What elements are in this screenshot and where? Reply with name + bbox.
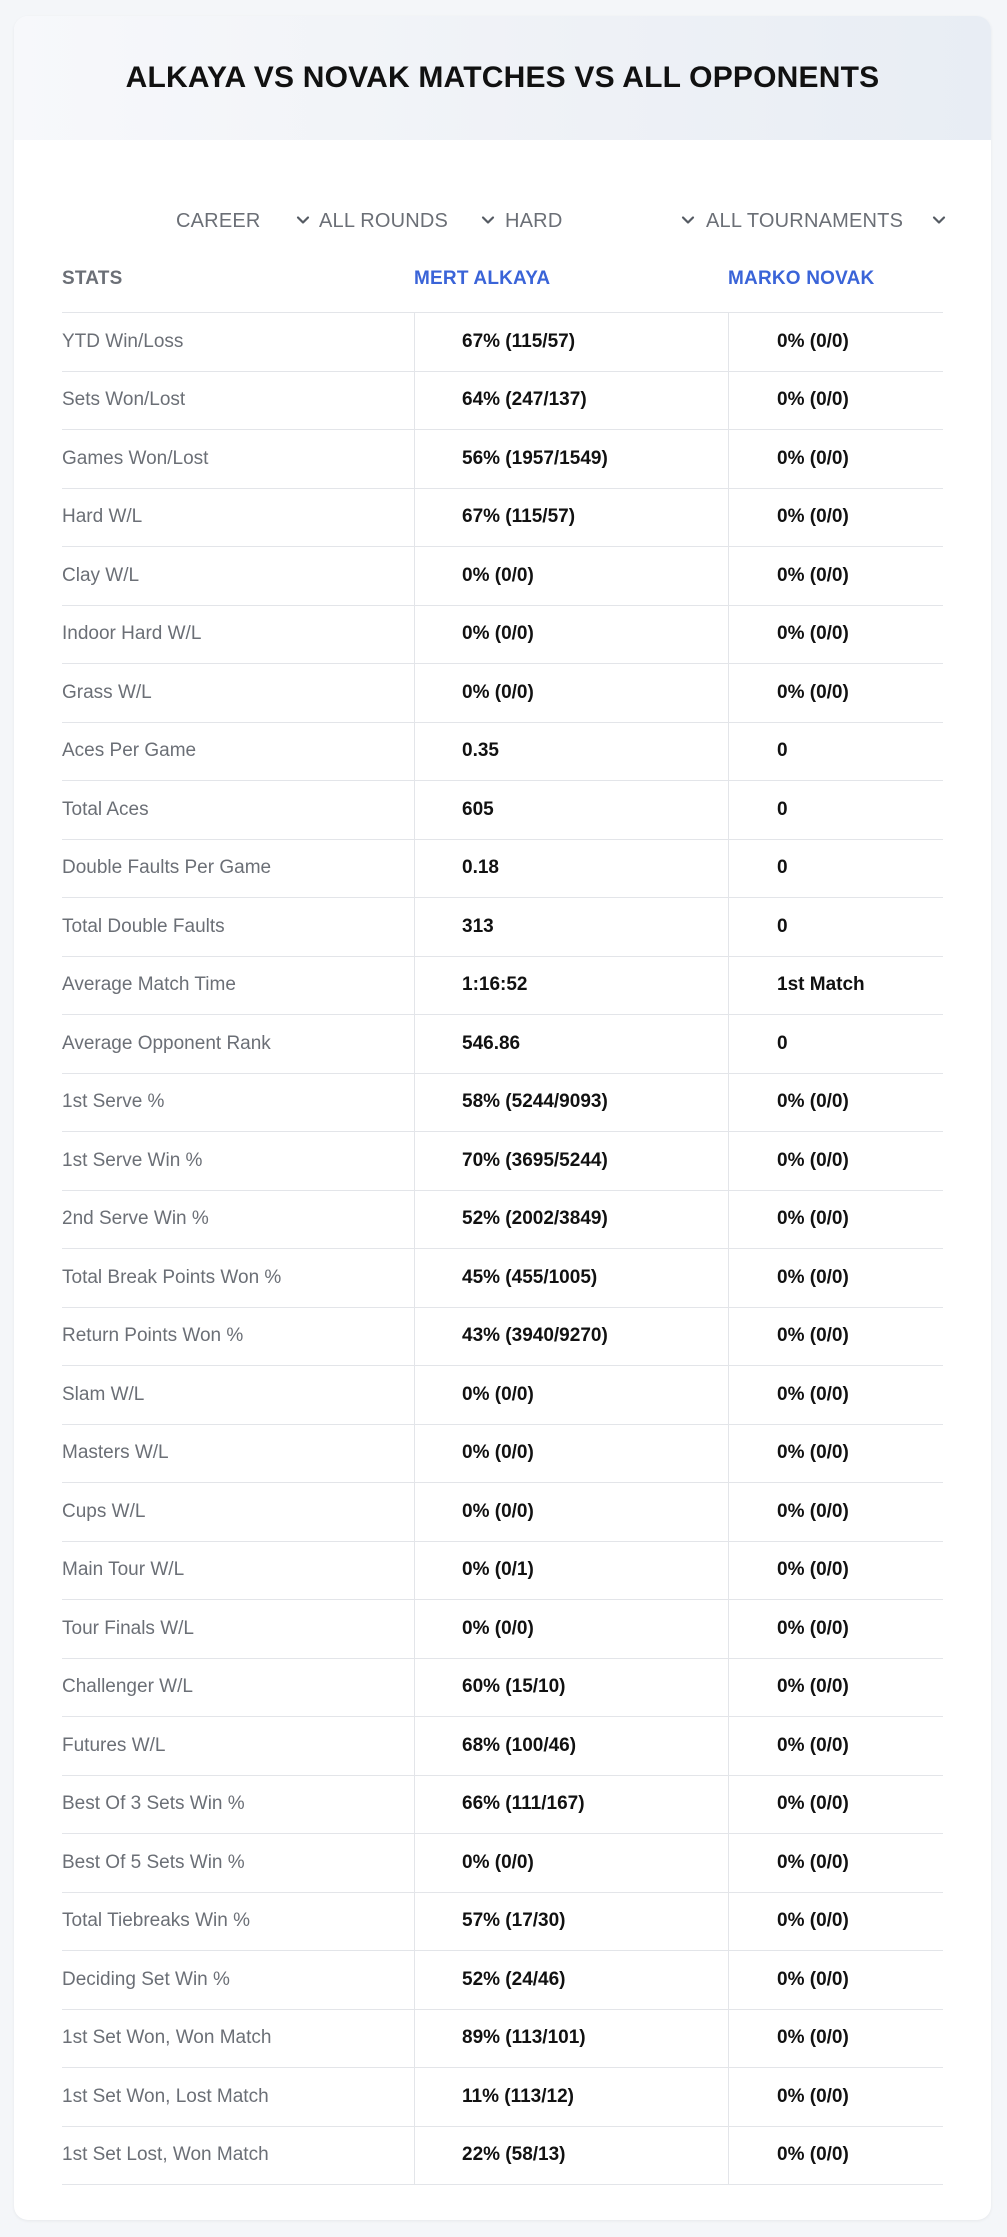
player1-value: 0% (0/0) (462, 564, 534, 586)
stat-label: Best Of 3 Sets Win % (62, 1793, 245, 1815)
player2-value: 0% (0/0) (777, 1910, 849, 1932)
player2-value: 0% (0/0) (777, 1617, 849, 1639)
player1-value: 52% (2002/3849) (462, 1208, 608, 1230)
table-row (62, 1366, 943, 1425)
table-row (62, 664, 943, 723)
stat-label: 1st Serve Win % (62, 1149, 203, 1171)
player1-value: 0.35 (462, 740, 499, 762)
player2-value: 0% (0/0) (777, 1149, 849, 1171)
table-row (62, 1249, 943, 1308)
chevron-down-icon (479, 211, 497, 229)
stats-card (14, 16, 991, 2220)
player2-value: 0% (0/0) (777, 1091, 849, 1113)
player2-value: 0% (0/0) (777, 1851, 849, 1873)
filter-tournaments-select[interactable] (706, 184, 946, 258)
stat-label: Return Points Won % (62, 1325, 244, 1347)
player2-value: 1st Match (777, 974, 865, 996)
page-title: ALKAYA VS NOVAK MATCHES VS ALL OPPONENTS (125, 61, 880, 94)
chevron-down-icon (294, 211, 312, 229)
player1-value: 89% (113/101) (462, 2027, 586, 2049)
player2-value: 0% (0/0) (777, 389, 849, 411)
table-row (62, 547, 943, 606)
player1-value: 64% (247/137) (462, 389, 587, 411)
table-row (62, 723, 943, 782)
player1-value: 70% (3695/5244) (462, 1149, 608, 1171)
player1-value: 313 (462, 915, 494, 937)
player1-value: 58% (5244/9093) (462, 1091, 608, 1113)
stat-label: Best Of 5 Sets Win % (62, 1851, 245, 1873)
player2-value: 0% (0/0) (777, 623, 849, 645)
stat-label: Total Break Points Won % (62, 1266, 282, 1288)
table-row (62, 2127, 943, 2186)
table-row (62, 1074, 943, 1133)
table-row (62, 1776, 943, 1835)
table-row (62, 372, 943, 431)
filter-rounds-label: ALL ROUNDS (319, 209, 449, 232)
stat-label: Games Won/Lost (62, 447, 209, 469)
stat-label: Total Double Faults (62, 915, 225, 937)
player2-value: 0% (0/0) (777, 1442, 849, 1464)
player1-value: 66% (111/167) (462, 1793, 585, 1815)
table-row (62, 1425, 943, 1484)
stat-label: Indoor Hard W/L (62, 623, 202, 645)
stat-label: Total Aces (62, 798, 149, 820)
column-header-player1[interactable]: MERT ALKAYA (414, 268, 551, 289)
card-header (14, 16, 991, 140)
player1-value: 67% (115/57) (462, 330, 576, 352)
table-row (62, 1483, 943, 1542)
player1-value: 546.86 (462, 1032, 521, 1054)
player1-value: 57% (17/30) (462, 1910, 566, 1932)
player2-value: 0% (0/0) (777, 1676, 849, 1698)
player1-value: 0% (0/0) (462, 1617, 534, 1639)
player1-value: 22% (58/13) (462, 2144, 566, 2166)
player2-value: 0 (777, 857, 788, 879)
table-row (62, 898, 943, 957)
player1-value: 0% (0/0) (462, 1851, 534, 1873)
stat-label: Aces Per Game (62, 740, 197, 762)
player1-value: 0% (0/0) (462, 1500, 534, 1522)
player2-value: 0% (0/0) (777, 681, 849, 703)
table-row (62, 489, 943, 548)
player1-value: 43% (3940/9270) (462, 1325, 608, 1347)
player1-value: 1:16:52 (462, 974, 528, 996)
player2-value: 0% (0/0) (777, 1266, 849, 1288)
player2-value: 0 (777, 1032, 788, 1054)
filter-bar (14, 184, 991, 258)
stat-label: Average Match Time (62, 974, 236, 996)
filter-tournaments-label: ALL TOURNAMENTS (706, 209, 904, 232)
stat-label: Masters W/L (62, 1442, 169, 1464)
table-row (62, 1893, 943, 1952)
stat-label: 1st Serve % (62, 1091, 165, 1113)
chevron-down-icon (679, 211, 697, 229)
player2-value: 0% (0/0) (777, 2085, 849, 2107)
player1-value: 67% (115/57) (462, 506, 576, 528)
player1-value: 11% (113/12) (462, 2085, 574, 2107)
filter-career-label: CAREER (176, 209, 261, 232)
stat-label: YTD Win/Loss (62, 330, 184, 352)
stat-label: Hard W/L (62, 506, 143, 528)
player2-value: 0% (0/0) (777, 1793, 849, 1815)
table-row (62, 957, 943, 1016)
table-row (62, 313, 943, 372)
stat-label: Challenger W/L (62, 1676, 193, 1698)
stat-label: Grass W/L (62, 681, 152, 703)
column-header-stats: STATS (62, 268, 123, 289)
player1-value: 45% (455/1005) (462, 1266, 598, 1288)
player2-value: 0% (0/0) (777, 2027, 849, 2049)
stat-label: Cups W/L (62, 1500, 146, 1522)
stat-label: Clay W/L (62, 564, 140, 586)
player1-value: 68% (100/46) (462, 1734, 577, 1756)
player2-value: 0 (777, 915, 788, 937)
stat-label: Double Faults Per Game (62, 857, 272, 879)
player1-value: 0% (0/1) (462, 1559, 534, 1581)
table-row (62, 1308, 943, 1367)
player1-value: 0% (0/0) (462, 681, 534, 703)
stat-label: 1st Set Lost, Won Match (62, 2144, 269, 2166)
player1-value: 60% (15/10) (462, 1676, 566, 1698)
player1-value: 0% (0/0) (462, 623, 534, 645)
table-row (62, 1542, 943, 1601)
player2-value: 0% (0/0) (777, 1383, 849, 1405)
player2-value: 0% (0/0) (777, 2144, 849, 2166)
player2-value: 0% (0/0) (777, 330, 849, 352)
stat-label: Main Tour W/L (62, 1559, 185, 1581)
player1-value: 56% (1957/1549) (462, 447, 608, 469)
table-row (62, 606, 943, 665)
table-row (62, 1191, 943, 1250)
table-row (62, 1834, 943, 1893)
stat-label: Futures W/L (62, 1734, 166, 1756)
stat-label: Average Opponent Rank (62, 1032, 271, 1054)
player1-value: 0% (0/0) (462, 1442, 534, 1464)
stat-label: Slam W/L (62, 1383, 145, 1405)
player2-value: 0% (0/0) (777, 447, 849, 469)
filter-rounds-select[interactable] (319, 184, 499, 258)
chevron-down-icon (930, 211, 948, 229)
player2-value: 0% (0/0) (777, 506, 849, 528)
table-row (62, 840, 943, 899)
table-row (62, 430, 943, 489)
player1-value: 605 (462, 798, 494, 820)
table-row (62, 1600, 943, 1659)
stat-label: 1st Set Won, Won Match (62, 2027, 272, 2049)
table-row (62, 1717, 943, 1776)
table-row (62, 1659, 943, 1718)
player2-value: 0% (0/0) (777, 1500, 849, 1522)
table-row (62, 2010, 943, 2069)
column-header-player2[interactable]: MARKO NOVAK (728, 268, 875, 289)
stat-label: Deciding Set Win % (62, 1968, 230, 1990)
player2-value: 0% (0/0) (777, 1325, 849, 1347)
filter-surface-label: HARD (505, 209, 563, 232)
player1-value: 0% (0/0) (462, 1383, 534, 1405)
table-row (62, 781, 943, 840)
player2-value: 0% (0/0) (777, 1968, 849, 1990)
player2-value: 0% (0/0) (777, 1559, 849, 1581)
stat-label: 1st Set Won, Lost Match (62, 2085, 269, 2107)
table-row (62, 1951, 943, 2010)
filter-career-select[interactable] (176, 184, 316, 258)
stat-label: 2nd Serve Win % (62, 1208, 209, 1230)
filter-surface-select[interactable] (505, 184, 705, 258)
stat-label: Total Tiebreaks Win % (62, 1910, 250, 1932)
player2-value: 0% (0/0) (777, 564, 849, 586)
player1-value: 52% (24/46) (462, 1968, 566, 1990)
player2-value: 0 (777, 740, 788, 762)
player2-value: 0 (777, 798, 788, 820)
player1-value: 0.18 (462, 857, 499, 879)
stats-table (62, 312, 943, 2185)
stat-label: Sets Won/Lost (62, 389, 186, 411)
table-row (62, 2068, 943, 2127)
stat-label: Tour Finals W/L (62, 1617, 194, 1639)
table-row (62, 1132, 943, 1191)
player2-value: 0% (0/0) (777, 1208, 849, 1230)
table-row (62, 1015, 943, 1074)
player2-value: 0% (0/0) (777, 1734, 849, 1756)
